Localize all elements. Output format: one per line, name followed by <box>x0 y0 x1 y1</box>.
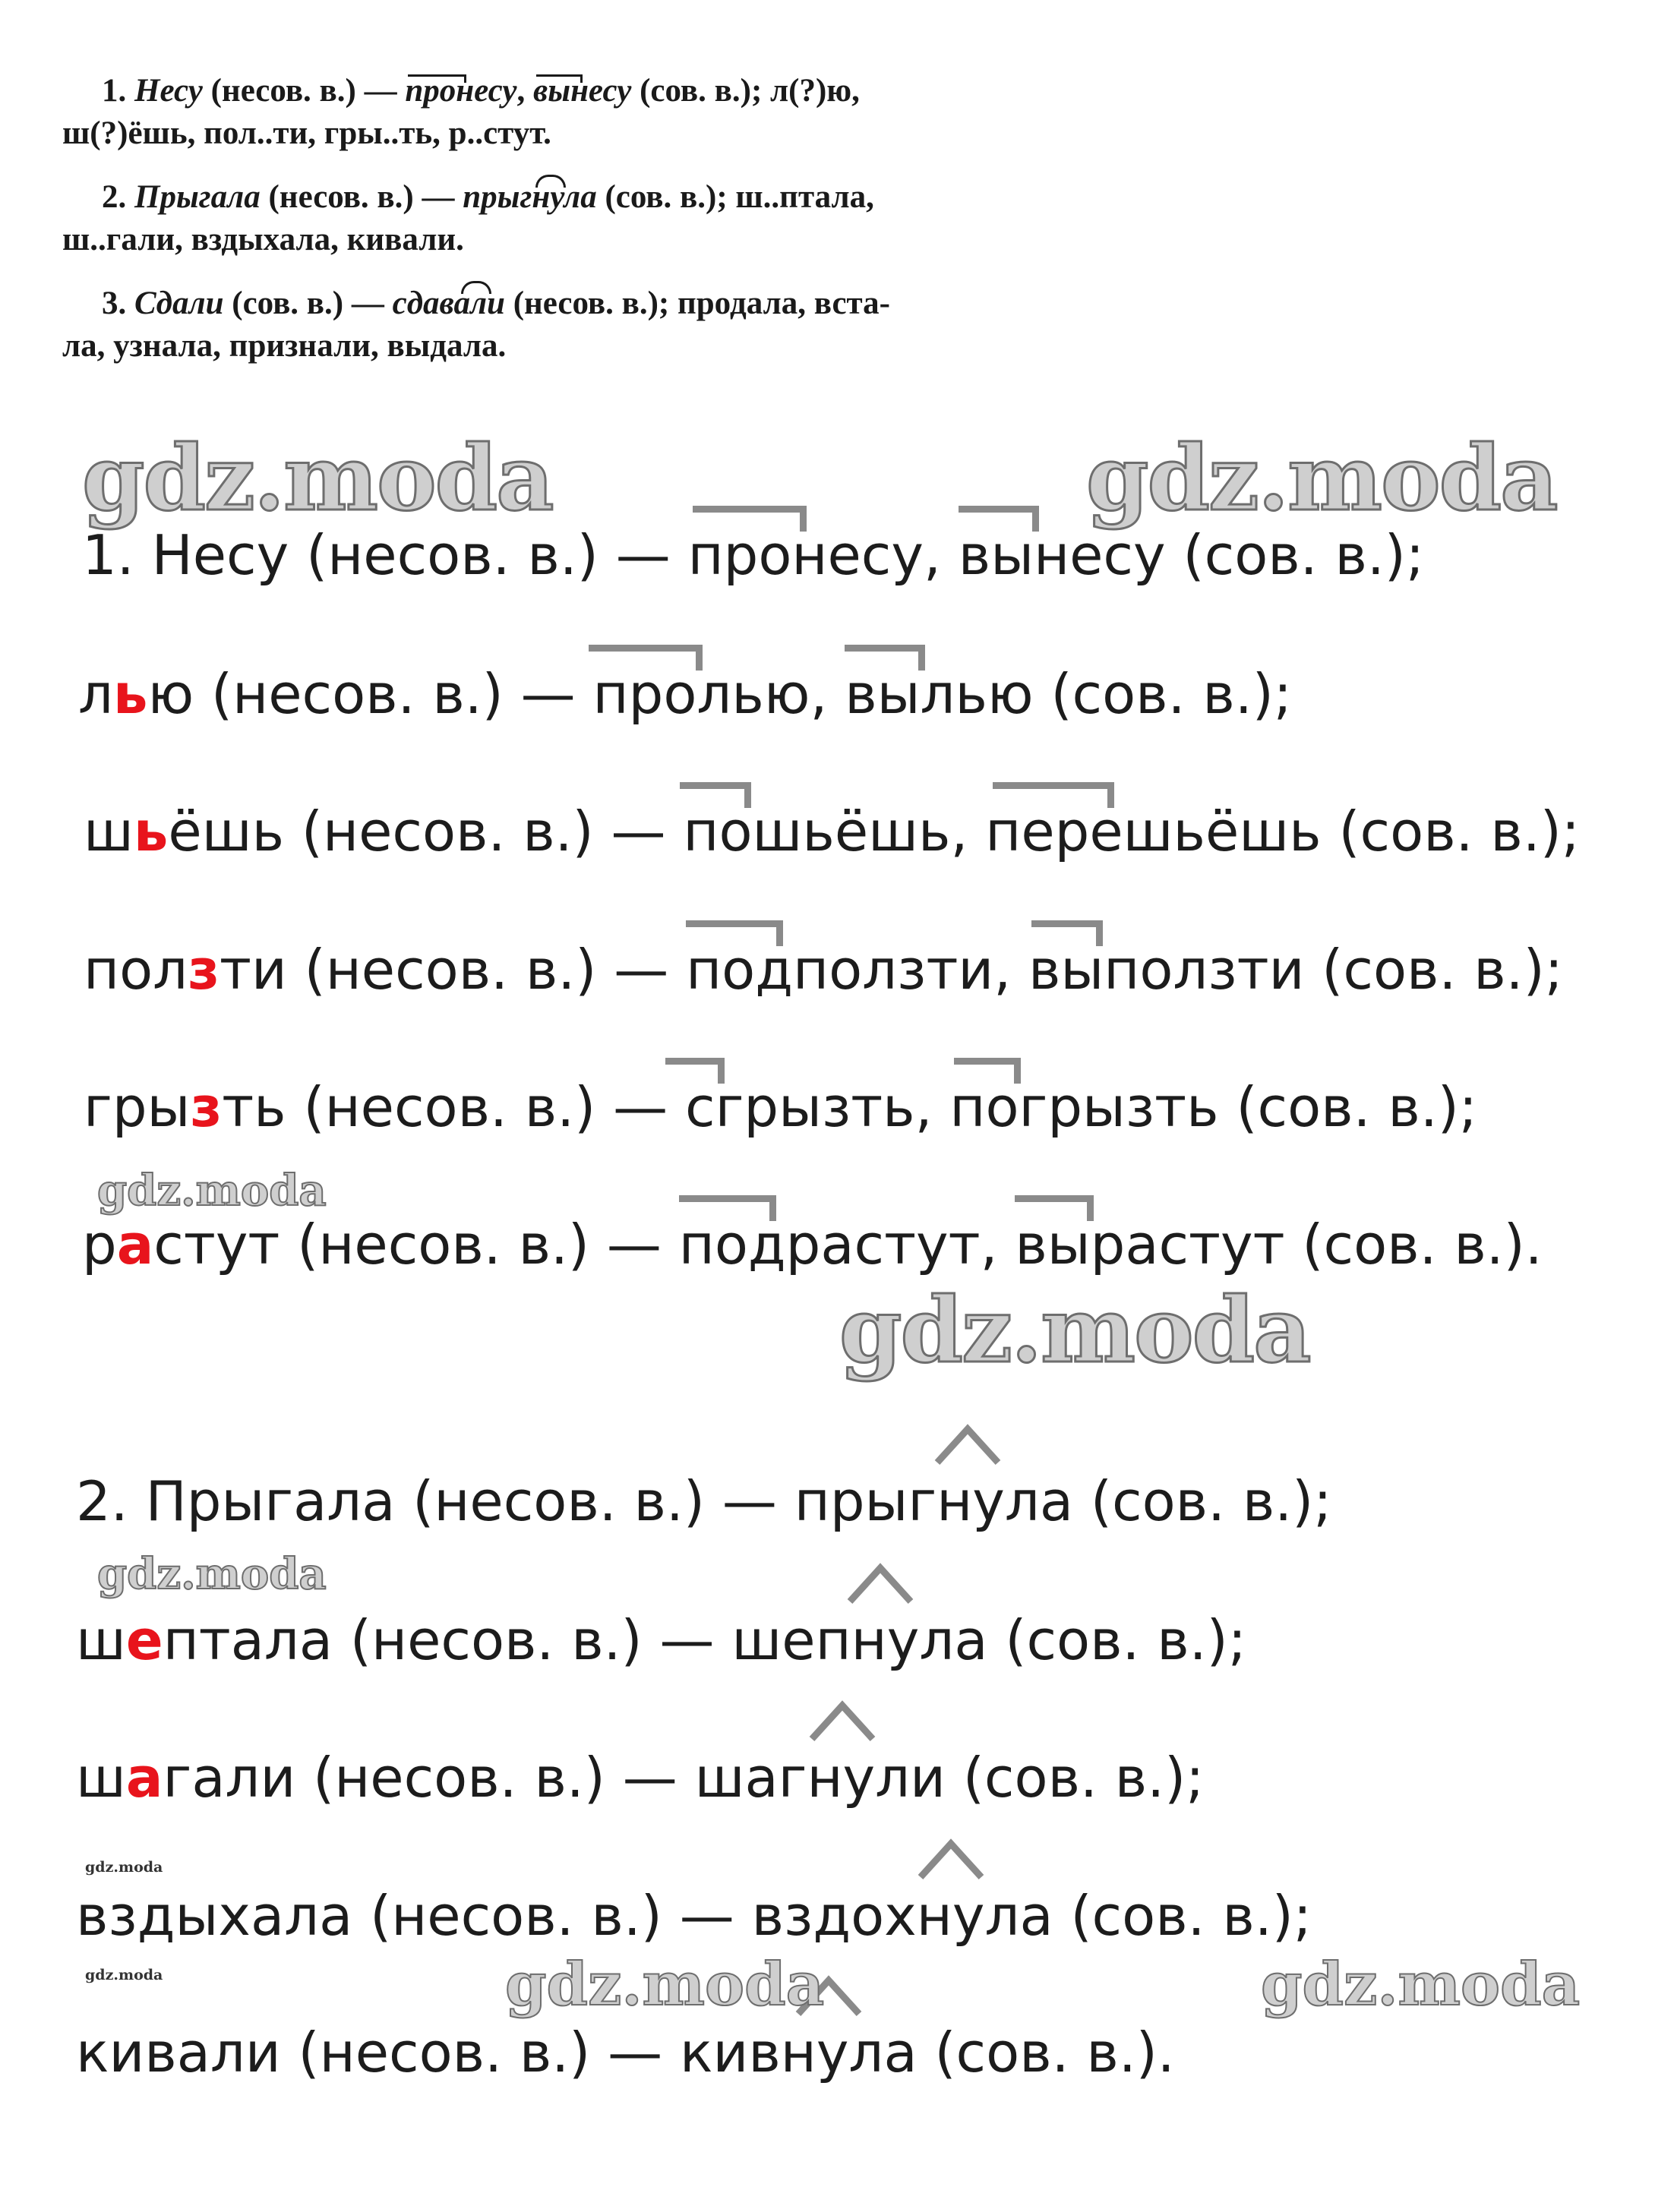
suffix-mark: прыгнула <box>463 176 597 219</box>
suffix-caret <box>845 1562 915 1605</box>
missing-letter: е <box>125 1608 163 1672</box>
answer-line-4: ползти (несов. в.) — подползти, выползти (сов. в.); <box>84 937 1563 1002</box>
missing-letter: ь <box>133 800 169 863</box>
answer-line-5: грызть (несов. в.) — сгрызть, погрызть (сов. в.); <box>84 1074 1477 1140</box>
word-with-prefix: пролью <box>593 661 810 727</box>
watermark: gdz.moda <box>505 1950 825 2019</box>
word-with-prefix: вылью <box>845 661 1033 727</box>
watermark: gdz.moda <box>85 1967 163 1983</box>
watermark: gdz.moda <box>85 1859 163 1876</box>
answer-line-1: 1. Несу (несов. в.) — пронесу, вынесу (сов. в.); <box>82 522 1424 588</box>
missing-letter: а <box>125 1746 163 1810</box>
excerpt-line-2: ш(?)ёшь, пол..ти, гры..ть, р..стут. <box>62 115 551 151</box>
missing-letter: ь <box>113 662 148 726</box>
watermark: gdz.moda <box>1261 1950 1581 2019</box>
missing-letter: з <box>190 1075 223 1139</box>
watermark: gdz.moda <box>82 425 553 531</box>
suffix-caret <box>933 1423 1003 1466</box>
answer-line-3: шьёшь (несов. в.) — пошьёшь, перешьёшь (сов. в.); <box>84 799 1580 864</box>
word-with-prefix: погрызть <box>949 1074 1218 1140</box>
suffix-caret <box>916 1838 986 1880</box>
answer-line-2: лью (несов. в.) — пролью, вылью (сов. в.); <box>78 661 1292 727</box>
word-with-prefix: вырастут <box>1015 1212 1284 1277</box>
watermark: gdz.moda <box>97 1166 327 1216</box>
word-with-suffix: шепнула <box>731 1608 987 1673</box>
answer-line-8: шептала (несов. в.) — шепнула (сов. в.); <box>76 1608 1246 1673</box>
answer-line-6: растут (несов. в.) — подрастут, вырастут (сов. в.). <box>82 1212 1543 1277</box>
excerpt-line-4: ш..гали, вздыхала, кивали. <box>62 222 464 257</box>
prefix-mark: вынесу <box>533 73 632 109</box>
excerpt-line-3: 2. Прыгала (несов. в.) — прыгнула (сов. в.); ш..птала, <box>62 176 1270 219</box>
answer-line-11: кивали (несов. в.) — кивнула (сов. в.). <box>76 2020 1175 2085</box>
word-with-suffix: кивнула <box>680 2020 918 2085</box>
missing-letter: а <box>116 1213 154 1276</box>
watermark: gdz.moda <box>1086 425 1557 531</box>
watermark: gdz.moda <box>839 1277 1310 1383</box>
excerpt-line-1: 1. Несу (несов. в.) — пронесу , вынесу (сов. в.); л(?)ю, <box>62 70 1270 112</box>
word-with-suffix: вздохнула <box>752 1883 1053 1949</box>
answer-line-7: 2. Прыгала (несов. в.) — прыгнула (сов. в.); <box>76 1469 1332 1534</box>
prefix-mark: пронесу <box>405 73 517 109</box>
word-with-prefix: подрастут <box>679 1212 981 1277</box>
word-with-prefix: вынесу <box>959 522 1166 588</box>
missing-letter: з <box>188 938 220 1002</box>
answer-line-9: шагали (несов. в.) — шагнули (сов. в.); <box>76 1745 1204 1810</box>
word-with-suffix: шагнули <box>695 1745 946 1810</box>
word-with-prefix: пошьёшь <box>683 799 950 864</box>
word-with-prefix: пронесу <box>688 522 924 588</box>
word-with-prefix: подползти <box>686 937 993 1002</box>
word-with-prefix: перешьёшь <box>985 799 1321 864</box>
excerpt-line-5: 3. Сдали (сов. в.) — сдавали (несов. в.); продала, вста- <box>62 282 1270 325</box>
word-with-prefix: выползти <box>1028 937 1304 1002</box>
word-with-suffix: прыгнула <box>794 1469 1073 1534</box>
answer-line-10: вздыхала (несов. в.) — вздохнула (сов. в.); <box>76 1883 1312 1949</box>
excerpt-line-6: ла, узнала, признали, выдала. <box>62 328 507 364</box>
suffix-caret <box>807 1699 877 1742</box>
word-with-prefix: сгрызть <box>685 1074 915 1140</box>
textbook-excerpt <box>62 70 1270 368</box>
watermark: gdz.moda <box>97 1549 327 1599</box>
suffix-mark: сдавали <box>393 282 505 325</box>
